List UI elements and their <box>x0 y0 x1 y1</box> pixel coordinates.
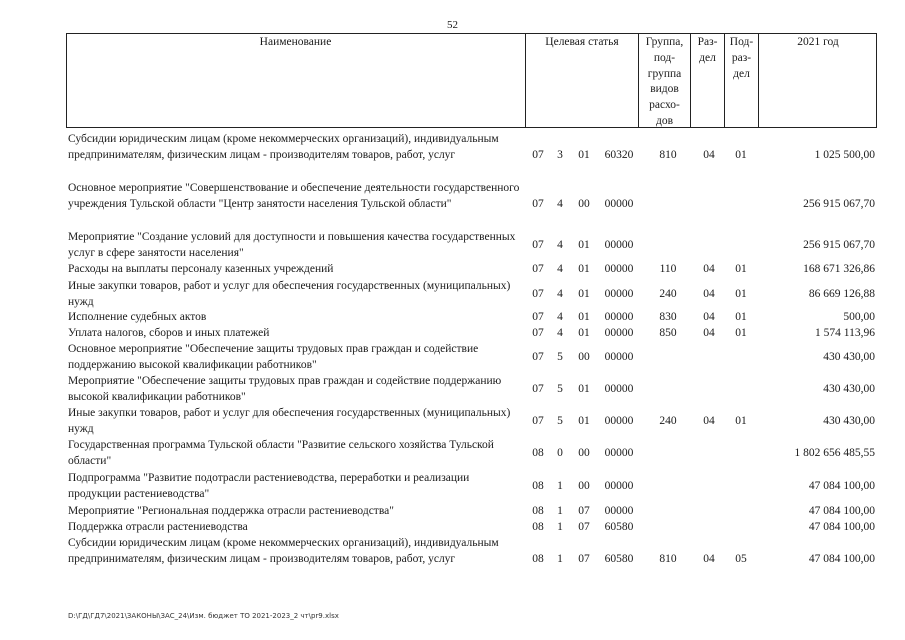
row-code-d: 00000 <box>604 263 634 275</box>
row-amount: 47 084 100,00 <box>808 505 875 517</box>
row-code-c: 07 <box>578 521 590 533</box>
row-code-a: 07 <box>532 263 544 275</box>
header-year: 2021 год <box>797 36 839 48</box>
row-code-d: 00000 <box>604 311 634 323</box>
row-code-a: 07 <box>532 149 544 161</box>
row-code-b: 4 <box>557 239 563 251</box>
row-name: Государственная программа Тульской области "Развитие сельского хозяйства Тульской области" <box>68 439 494 467</box>
table-row <box>0 325 905 341</box>
row-name: Исполнение судебных актов <box>68 311 207 323</box>
row-code-a: 07 <box>532 311 544 323</box>
table-row <box>0 229 905 261</box>
row-code-c: 01 <box>578 263 590 275</box>
table-row <box>0 341 905 373</box>
row-code-sub: 01 <box>735 327 747 339</box>
row-code-c: 01 <box>578 288 590 300</box>
row-amount: 256 915 067,70 <box>803 239 875 251</box>
row-code-a: 07 <box>532 415 544 427</box>
row-code-c: 01 <box>578 149 590 161</box>
row-code-c: 07 <box>578 505 590 517</box>
row-code-sec: 04 <box>703 263 715 275</box>
row-code-d: 60580 <box>604 553 634 565</box>
header-line: расхо- <box>649 99 680 112</box>
row-amount: 1 025 500,00 <box>814 149 875 161</box>
file-path: D:\ГД\ГД7\2021\ЗАКОНЫ\ЗАС_24\Изм. бюджет ТО 2021-2023_2 чт\pr9.xlsx <box>68 612 339 620</box>
row-code-b: 4 <box>557 198 563 210</box>
row-amount: 47 084 100,00 <box>808 521 875 533</box>
row-name: Мероприятие "Обеспечение защиты трудовых прав граждан и содействие поддержанию высокой квалификации работников" <box>68 375 502 403</box>
table-row <box>0 261 905 277</box>
row-code-b: 1 <box>557 553 563 565</box>
row-code-d: 00000 <box>604 198 634 210</box>
row-code-grp: 830 <box>659 311 677 323</box>
row-code-sec: 04 <box>703 553 715 565</box>
row-code-b: 4 <box>557 263 563 275</box>
row-code-b: 5 <box>557 351 563 363</box>
row-name: Подпрограмма "Развитие подотрасли растениеводства, переработки и реализации продукции растениеводства" <box>68 472 470 500</box>
header-section <box>691 33 725 128</box>
row-code-grp: 240 <box>659 288 677 300</box>
row-code-d: 00000 <box>604 447 634 459</box>
table-row <box>0 535 905 583</box>
row-code-c: 00 <box>578 480 590 492</box>
row-code-grp: 810 <box>659 149 677 161</box>
header-subsection <box>725 33 759 128</box>
row-code-sec: 04 <box>703 415 715 427</box>
row-code-b: 0 <box>557 447 563 459</box>
row-name: Иные закупки товаров, работ и услуг для обеспечения государственных (муниципальных) нужд <box>68 280 511 308</box>
row-code-a: 08 <box>532 553 544 565</box>
header-line: дов <box>655 114 674 127</box>
row-code-sub: 01 <box>735 311 747 323</box>
row-name: Поддержка отрасли растениеводства <box>68 521 248 533</box>
row-code-a: 07 <box>532 239 544 251</box>
row-amount: 430 430,00 <box>823 383 875 395</box>
row-amount: 430 430,00 <box>823 415 875 427</box>
row-amount: 1 574 113,96 <box>815 327 875 339</box>
row-code-c: 00 <box>578 198 590 210</box>
row-code-c: 01 <box>578 383 590 395</box>
row-code-d: 00000 <box>604 351 634 363</box>
row-code-grp: 110 <box>659 263 677 275</box>
header-line: дел <box>699 51 716 64</box>
row-code-a: 07 <box>532 198 544 210</box>
row-code-a: 07 <box>532 383 544 395</box>
row-code-d: 00000 <box>604 327 634 339</box>
header-target: Целевая статья <box>526 33 639 128</box>
row-code-b: 5 <box>557 415 563 427</box>
table-row <box>0 131 905 179</box>
row-code-grp: 850 <box>659 327 677 339</box>
row-name: Мероприятие "Региональная поддержка отрасли растениеводства" <box>68 505 394 517</box>
row-code-b: 1 <box>557 505 563 517</box>
row-code-sub: 01 <box>735 288 747 300</box>
row-name: Расходы на выплаты персоналу казенных учреждений <box>68 263 334 275</box>
row-amount: 47 084 100,00 <box>808 480 875 492</box>
row-code-a: 07 <box>532 327 544 339</box>
header-line: дел <box>733 67 750 80</box>
row-code-d: 00000 <box>604 383 634 395</box>
row-code-d: 00000 <box>604 239 634 251</box>
header-group <box>639 33 691 128</box>
row-code-sec: 04 <box>703 311 715 323</box>
row-code-b: 4 <box>557 311 563 323</box>
row-code-grp: 810 <box>659 553 677 565</box>
row-code-d: 00000 <box>604 288 634 300</box>
header-line: видов <box>650 83 679 96</box>
row-code-c: 01 <box>578 311 590 323</box>
row-code-b: 1 <box>557 521 563 533</box>
table-row <box>0 437 905 469</box>
row-code-a: 08 <box>532 521 544 533</box>
row-amount: 430 430,00 <box>823 351 875 363</box>
row-name: Уплата налогов, сборов и иных платежей <box>68 327 270 339</box>
row-code-a: 07 <box>532 351 544 363</box>
row-code-d: 00000 <box>604 415 634 427</box>
row-code-sub: 01 <box>735 263 747 275</box>
row-name: Основное мероприятие "Обеспечение защиты трудовых прав граждан и содействие поддержанию высокой квалификации работников" <box>68 343 479 371</box>
row-code-b: 3 <box>557 149 563 161</box>
row-code-d: 00000 <box>604 480 634 492</box>
header-name: Наименование <box>66 33 526 128</box>
row-amount: 168 671 326,86 <box>803 263 875 275</box>
row-code-c: 01 <box>578 239 590 251</box>
row-code-sec: 04 <box>703 327 715 339</box>
row-amount: 1 802 656 485,55 <box>794 447 875 459</box>
header-line: Раз- <box>697 36 718 48</box>
table-row <box>0 519 905 535</box>
row-code-sec: 04 <box>703 288 715 300</box>
header-line: Группа, <box>645 36 684 48</box>
row-amount: 47 084 100,00 <box>808 553 875 565</box>
table-row <box>0 309 905 325</box>
row-name: Основное мероприятие "Совершенствование и обеспечение деятельности государственного учреждения Тульской области "Центр занятости населения Тульской области" <box>68 182 520 210</box>
row-code-c: 00 <box>578 351 590 363</box>
table-row <box>0 278 905 310</box>
row-code-sec: 04 <box>703 149 715 161</box>
row-code-c: 01 <box>578 327 590 339</box>
row-code-sub: 01 <box>735 149 747 161</box>
row-amount: 500,00 <box>843 311 875 323</box>
row-code-grp: 240 <box>659 415 677 427</box>
header-line: группа <box>647 67 682 80</box>
table-row <box>0 373 905 405</box>
row-code-b: 4 <box>557 327 563 339</box>
row-code-b: 4 <box>557 288 563 300</box>
page-number: 52 <box>447 19 458 31</box>
row-code-a: 08 <box>532 447 544 459</box>
table-row <box>0 503 905 519</box>
row-code-d: 60580 <box>604 521 634 533</box>
row-amount: 86 669 126,88 <box>808 288 875 300</box>
row-code-a: 08 <box>532 505 544 517</box>
row-name: Субсидии юридическим лицам (кроме некоммерческих организаций), индивидуальным предпринимателям, физическим лицам - производителям товаров, работ, услуг <box>68 537 499 565</box>
row-name: Иные закупки товаров, работ и услуг для обеспечения государственных (муниципальных) нужд <box>68 407 511 435</box>
table-row <box>0 405 905 437</box>
row-code-sub: 01 <box>735 415 747 427</box>
row-name: Мероприятие "Создание условий для доступности и повышения качества государственных услуг в сфере занятости населения" <box>68 231 516 259</box>
row-code-d: 60320 <box>604 149 634 161</box>
row-code-c: 00 <box>578 447 590 459</box>
table-row <box>0 470 905 502</box>
row-code-sub: 05 <box>735 553 747 565</box>
header-line: Под- <box>729 36 754 48</box>
row-code-a: 07 <box>532 288 544 300</box>
row-name: Субсидии юридическим лицам (кроме некоммерческих организаций), индивидуальным предпринимателям, физическим лицам - производителям товаров, работ, услуг <box>68 133 499 161</box>
row-code-b: 5 <box>557 383 563 395</box>
row-code-c: 01 <box>578 415 590 427</box>
row-amount: 256 915 067,70 <box>803 198 875 210</box>
row-code-b: 1 <box>557 480 563 492</box>
row-code-d: 00000 <box>604 505 634 517</box>
row-code-a: 08 <box>532 480 544 492</box>
row-code-c: 07 <box>578 553 590 565</box>
table-row <box>0 180 905 228</box>
header-line: под- <box>653 51 676 64</box>
header-line: раз- <box>731 51 752 64</box>
